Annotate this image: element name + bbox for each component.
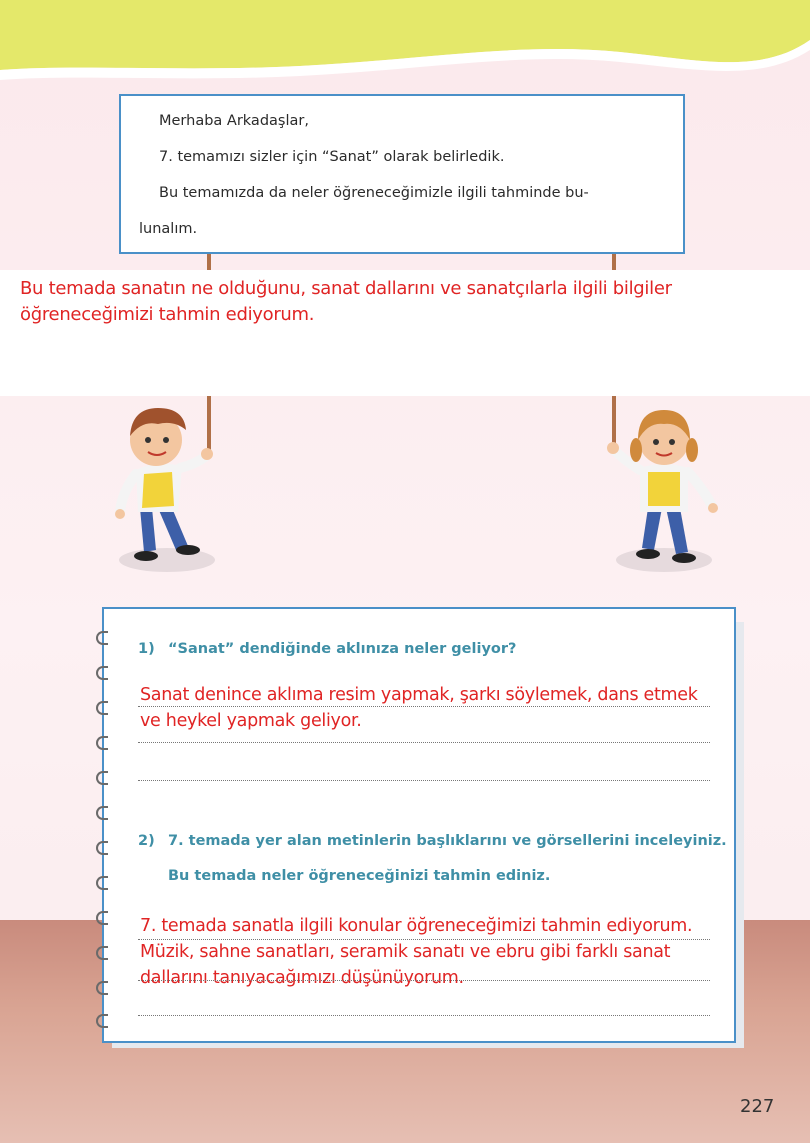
speech-sign-board: [119, 94, 685, 254]
answer-2-line-2: Müzik, sahne sanatları, seramik sanatı ve ebru gibi farklı sanat: [140, 942, 671, 962]
sign-greeting: Merhaba Arkadaşlar,: [159, 113, 309, 129]
sign-line-2a: Bu temamızda da neler öğreneceğimizle ilgili tahminde bu-: [159, 185, 589, 201]
spiral-ring: [96, 701, 108, 715]
spiral-ring: [96, 841, 108, 855]
writing-line: [138, 780, 710, 781]
sign-stick-right: [612, 254, 616, 270]
writing-line: [138, 980, 710, 981]
question-2-subtext: Bu temada neler öğreneceğinizi tahmin ediniz.: [168, 868, 551, 884]
spiral-ring: [96, 1014, 108, 1028]
question-1-number: 1): [138, 641, 155, 657]
question-1: [138, 641, 516, 657]
spiral-ring: [96, 666, 108, 680]
writing-line: [138, 1015, 710, 1016]
question-2-text: 7. temada yer alan metinlerin başlıklarını ve görsellerini inceleyiniz.: [168, 833, 727, 849]
question-2-number: 2): [138, 833, 155, 849]
writing-line: [138, 939, 710, 940]
spiral-ring: [96, 736, 108, 750]
spiral-ring: [96, 806, 108, 820]
page-number: 227: [740, 1096, 775, 1117]
sign-line-2b: lunalım.: [139, 221, 198, 237]
spiral-ring: [96, 946, 108, 960]
answer-2-line-3: dallarını tanıyacağımızı düşünüyorum.: [140, 968, 464, 988]
answer-top-line-1: Bu temada sanatın ne olduğunu, sanat dallarını ve sanatçılarla ilgili bilgiler: [20, 278, 672, 299]
spiral-ring: [96, 631, 108, 645]
spiral-ring: [96, 911, 108, 925]
answer-1-line-2: ve heykel yapmak geliyor.: [140, 711, 362, 731]
spiral-ring: [96, 981, 108, 995]
sign-line-2: [139, 184, 661, 239]
boy-illustration: [112, 400, 222, 575]
answer-top-line-2: öğreneceğimizi tahmin ediyorum.: [20, 304, 315, 325]
question-notebook: [102, 607, 736, 1043]
spiral-ring: [96, 876, 108, 890]
answer-1-line-1: Sanat denince aklıma resim yapmak, şarkı söylemek, dans etmek: [140, 685, 698, 705]
sign-line-1: 7. temamızı sizler için “Sanat” olarak belirledik.: [159, 149, 505, 165]
sign-stick-left: [207, 254, 211, 270]
writing-line: [138, 742, 710, 743]
girl-illustration: [604, 400, 724, 575]
handwritten-answer-top: [20, 276, 790, 328]
question-2: [138, 833, 727, 849]
top-wave-decoration: [0, 0, 810, 90]
question-1-text: “Sanat” dendiğinde aklınıza neler geliyor?: [168, 641, 517, 657]
answer-1: [140, 682, 730, 734]
spiral-ring: [96, 771, 108, 785]
answer-2-line-1: 7. temada sanatla ilgili konular öğreneceğimizi tahmin ediyorum.: [140, 916, 693, 936]
writing-line: [138, 706, 710, 707]
